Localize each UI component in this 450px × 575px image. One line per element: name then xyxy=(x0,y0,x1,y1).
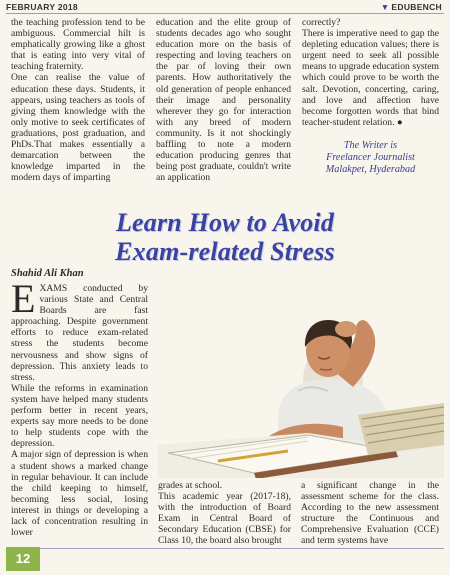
title-line: Learn How to Avoid xyxy=(115,208,335,237)
paragraph: grades at school. xyxy=(158,480,223,491)
paragraph: education and the elite group of students decades ago who sought education more on the basis of respecting and loving teachers on the par of loving their own parents. How authoritatively the old generation of people enhanced their image and personality wherever they go for interaction with any breed of modern community. Is it not shockingly baffling to note a modern education producing genres that being post graduate, couldn't write an application xyxy=(156,17,291,184)
footer-rule xyxy=(6,548,444,549)
article-column-2 xyxy=(158,480,291,547)
page-number: 12 xyxy=(6,547,40,571)
paragraph: This academic year (2017-18), with the introduction of Board Exam in Central Board of Secondary Education (CBSE) for Class 10, the board also brought xyxy=(158,491,291,547)
paragraph: correctly? xyxy=(302,17,341,28)
paragraph: There is imperative need to gap the depleting education values; there is urgent need to seek all possible means to upgrade education system which could prove to be worth the salt. Devotion, concerting, caring, and love and affection have become forgotten words that bind teacher-student relation. ● xyxy=(302,28,439,128)
article-column-1 xyxy=(11,276,148,539)
end-mark: ● xyxy=(396,116,403,128)
author-byline: Shahid Ali Khan xyxy=(11,268,84,279)
header-rule xyxy=(6,13,444,14)
paragraph: A major sign of depression is when a student shows a marked change in regular behaviour. It can include the child keeping to himself, becoming less social, losing interest in things or developing a lack of concentration resulting in lower xyxy=(11,449,148,539)
logo-icon: ▼ xyxy=(380,2,390,12)
signature-line: Freelancer Journalist xyxy=(326,151,415,163)
article-title xyxy=(0,208,450,266)
article-column-3 xyxy=(301,480,439,547)
student-studying-photo xyxy=(158,295,444,478)
writer-signature xyxy=(302,140,439,176)
paragraph: One can realise the value of education these days. Students, it appears, using teachers as tools of giving them knowledge with the only motive to seek certificates of graduations, post graduation, and PhDs.That makes essentially a demarcation between the knowledge imparted in the modern days of imparting xyxy=(11,72,145,184)
signature-line: The Writer is xyxy=(343,139,398,151)
lead-paragraph: EXAMS conducted by various State and Central Boards are fast approaching. Despite government efforts to reduce exam-related stress the students become nervousness and show signs of depression. This anxiety leads to stress. xyxy=(11,276,148,383)
top-article-column-1 xyxy=(11,17,145,183)
drop-cap: E xyxy=(11,276,36,321)
paragraph: While the reforms in examination system have helped many students perform better in recent years, experts say more needs to be done to help students cope with the depression. xyxy=(11,382,148,450)
brand-name: EDUBENCH xyxy=(391,2,442,12)
issue-date: FEBRUARY 2018 xyxy=(6,2,78,12)
paragraph: a significant change in the assessment scheme for the class. According to the new assessment structure the Continuous and Comprehensive Evaluation (CCE) and term systems have xyxy=(301,480,439,547)
top-article-column-2 xyxy=(156,17,291,183)
top-article-column-3 xyxy=(302,17,439,176)
student-illustration xyxy=(158,295,444,478)
page-header xyxy=(0,0,450,14)
signature-line: Malakpet, Hyderabad xyxy=(325,163,416,175)
paragraph: the teaching profession tend to be ambiguous. Commercial hilt is emphatically growing like a ghost that is eating into very vital of teaching fraternity. xyxy=(11,17,145,73)
title-line: Exam-related Stress xyxy=(115,237,335,266)
brand-logo xyxy=(381,2,442,12)
